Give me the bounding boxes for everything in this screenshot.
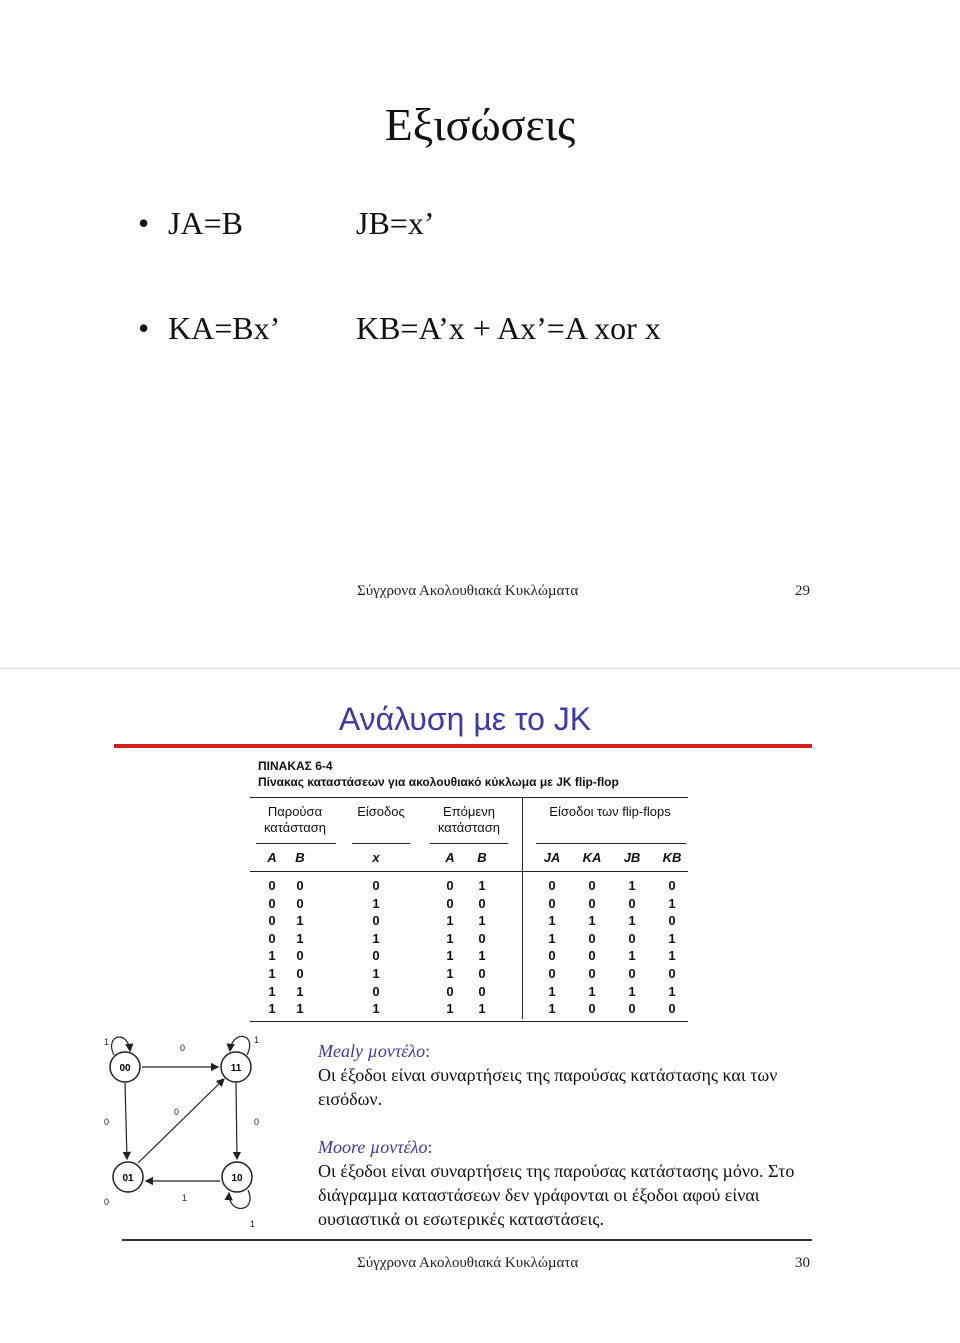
table-cell: 1: [548, 913, 556, 929]
svg-text:01: 01: [122, 1173, 134, 1184]
equation-row: [138, 310, 661, 347]
table-cell: 0: [372, 948, 380, 964]
table-cell: 0: [268, 930, 276, 946]
table-divider: [522, 797, 523, 1019]
table-cell: 0: [588, 895, 596, 911]
svg-text:1: 1: [104, 1037, 110, 1047]
table-cell: 0: [588, 1001, 596, 1017]
table-cell: 1: [668, 948, 676, 964]
header-present-state: Παρούσα κατάσταση: [263, 804, 327, 835]
table-cell: 1: [296, 930, 304, 946]
svg-text:0: 0: [104, 1197, 110, 1207]
equation-row: [138, 205, 435, 242]
table-cell: 0: [548, 948, 556, 964]
table-cell: 0: [548, 878, 556, 893]
state-00: [110, 1052, 140, 1082]
header-bottom-rule: [250, 871, 688, 872]
svg-text:00: 00: [119, 1063, 131, 1074]
slide-30: [0, 668, 960, 1343]
mealy-heading: Mealy µοντέλο: [318, 1041, 426, 1061]
table-cell: 1: [446, 930, 454, 946]
table-cell: 1: [372, 930, 380, 946]
header-ff-inputs: Είσοδοι των flip-flops: [549, 804, 671, 819]
column-header: KB: [662, 850, 682, 865]
footer-rule: [122, 1239, 812, 1241]
table-cell: 1: [588, 913, 596, 929]
table-cell: 1: [668, 930, 676, 946]
table-cell: 0: [588, 948, 596, 964]
header-next-state: Επόμενη κατάσταση: [437, 804, 501, 835]
title-rule: [114, 744, 812, 748]
moore-heading: Moore µοντέλο: [318, 1137, 428, 1157]
page-number: 29: [795, 583, 810, 599]
table-cell: 0: [446, 895, 454, 911]
state-10: [222, 1162, 252, 1192]
table-cell: 0: [446, 983, 454, 999]
group-rule: [256, 843, 336, 844]
table-caption: Πίνακας καταστάσεων για ακολουθιακό κύκλωμα με JK flip-flop: [258, 775, 619, 789]
table-cell: 1: [548, 1001, 556, 1017]
table-cell: 1: [478, 948, 486, 964]
table-cell: 1: [296, 1001, 304, 1017]
table-cell: 0: [628, 966, 636, 981]
table-cell: 0: [628, 1001, 636, 1017]
column-header: A: [267, 850, 277, 865]
table-cell: 1: [268, 966, 276, 981]
group-rule: [536, 843, 686, 844]
table-cell: 0: [296, 878, 304, 893]
equation-ka: KA=Bx’: [168, 310, 281, 346]
table-cell: 1: [628, 983, 636, 999]
table-cell: 1: [628, 948, 636, 964]
table-cell: 0: [372, 878, 380, 893]
bullet-icon: •: [138, 310, 150, 346]
equation-ja: JA=B: [168, 205, 243, 241]
table-cell: 0: [372, 913, 380, 929]
table-cell: 0: [268, 878, 276, 893]
svg-text:1: 1: [182, 1193, 188, 1203]
table-cell: 0: [446, 878, 454, 893]
svg-text:0: 0: [180, 1043, 186, 1053]
table-cell: 1: [588, 983, 596, 999]
slide-title: Ανάλυση µε το JK: [338, 701, 592, 737]
column-header: x: [372, 850, 380, 865]
table-cell: 0: [668, 878, 676, 893]
column-header: B: [295, 850, 305, 865]
header-input: Είσοδος: [357, 804, 405, 819]
table-cell: 1: [548, 930, 556, 946]
svg-text:11: 11: [230, 1063, 242, 1074]
slide-title: Εξισώσεις: [384, 99, 576, 150]
table-cell: 0: [296, 895, 304, 911]
table-cell: 1: [446, 948, 454, 964]
table-cell: 1: [372, 966, 380, 981]
table-cell: 0: [478, 983, 486, 999]
table-cell: 0: [296, 948, 304, 964]
table-cell: 1: [268, 983, 276, 999]
state-11: [221, 1052, 251, 1082]
bullet-icon: •: [138, 205, 150, 241]
table-label: ΠΙΝΑΚΑΣ 6-4: [258, 759, 333, 773]
equation-kb: KB=A’x + Ax’=A xor x: [356, 310, 661, 346]
table-cell: 1: [372, 1001, 380, 1017]
svg-text:10: 10: [231, 1173, 243, 1184]
page-number: 30: [795, 1255, 810, 1271]
table-cell: 0: [588, 930, 596, 946]
equation-jb: JB=x’: [356, 205, 435, 241]
svg-text:0: 0: [254, 1117, 260, 1127]
table-cell: 0: [372, 983, 380, 999]
table-cell: 0: [296, 966, 304, 981]
table-cell: 1: [268, 948, 276, 964]
table-cell: 0: [628, 930, 636, 946]
table-cell: 0: [478, 930, 486, 946]
moore-text: ουσιαστικά οι εσωτερικές καταστάσεις.: [318, 1209, 604, 1229]
svg-text:1: 1: [254, 1035, 260, 1045]
group-rule: [352, 843, 410, 844]
table-cell: 0: [268, 913, 276, 929]
table-cell: 0: [268, 895, 276, 911]
moore-text: Οι έξοδοι είναι συναρτήσεις της παρούσας κατάστασης µόνο. Στο: [318, 1161, 795, 1181]
svg-text:1: 1: [250, 1219, 256, 1229]
table-cell: 0: [548, 895, 556, 911]
mealy-text: Οι έξοδοι είναι συναρτήσεις της παρούσας κατάστασης και των: [318, 1065, 778, 1085]
state-diagram: [96, 1023, 266, 1233]
table-cell: 1: [628, 878, 636, 893]
footer-text: Σύγχρονα Ακολουθιακά Κυκλώµατα: [357, 583, 579, 599]
column-header: JB: [623, 850, 641, 865]
table-cell: 1: [548, 983, 556, 999]
table-cell: 0: [628, 895, 636, 911]
column-header: B: [477, 850, 487, 865]
mealy-text: εισόδων.: [318, 1089, 383, 1109]
table-cell: 1: [668, 895, 676, 911]
table-top-rule: [250, 797, 688, 798]
table-cell: 0: [588, 966, 596, 981]
svg-text:0: 0: [104, 1117, 110, 1127]
table-cell: 0: [668, 913, 676, 929]
table-cell: 1: [268, 1001, 276, 1017]
table-cell: 1: [668, 983, 676, 999]
table-cell: 1: [446, 966, 454, 981]
table-cell: 1: [478, 1001, 486, 1017]
table-cell: 1: [478, 913, 486, 929]
svg-text:0: 0: [174, 1107, 180, 1117]
table-cell: 0: [668, 1001, 676, 1017]
moore-section: Moore µοντέλο: Οι έξοδοι είναι συναρτήσεις της παρούσας κατάστασης µόνο. Στο διάγραµµα καταστάσεων δεν γράφονται οι έξοδοι αφού είναι ουσιαστικά οι εσωτερικές καταστάσεις.: [318, 1135, 888, 1231]
state-01: [113, 1162, 143, 1192]
table-cell: 1: [446, 1001, 454, 1017]
table-cell: 0: [478, 966, 486, 981]
moore-text: διάγραµµα καταστάσεων δεν γράφονται οι έξοδοι αφού είναι: [318, 1185, 760, 1205]
table-cell: 0: [668, 966, 676, 981]
slide-29: [0, 0, 960, 668]
table-cell: 1: [446, 913, 454, 929]
column-header: JA: [543, 850, 561, 865]
table-bottom-rule: [250, 1021, 688, 1022]
table-cell: 0: [548, 966, 556, 981]
column-header: KA: [582, 850, 602, 865]
table-cell: 0: [588, 878, 596, 893]
footer-text: Σύγχρονα Ακολουθιακά Κυκλώµατα: [357, 1255, 579, 1271]
group-rule: [430, 843, 508, 844]
table-cell: 1: [478, 878, 486, 893]
table-cell: 1: [296, 913, 304, 929]
column-header: A: [445, 850, 455, 865]
table-cell: 1: [296, 983, 304, 999]
mealy-section: Mealy µοντέλο: Οι έξοδοι είναι συναρτήσεις της παρούσας κατάστασης και των εισόδων.: [318, 1039, 888, 1111]
table-cell: 1: [372, 895, 380, 911]
table-cell: 0: [478, 895, 486, 911]
table-cell: 1: [628, 913, 636, 929]
